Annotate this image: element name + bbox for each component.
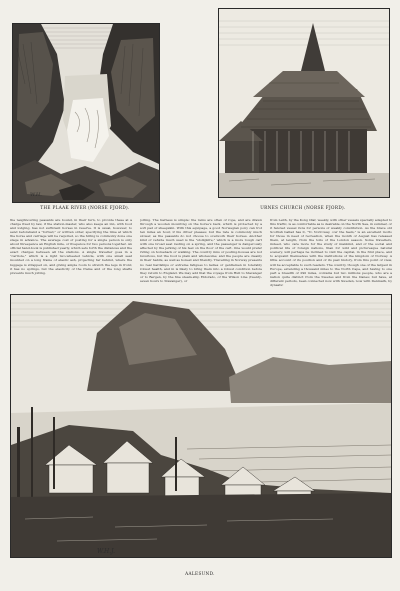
aalesund-illustration — [10, 294, 392, 558]
text-column-right: from Leith, by the Kong Olaf, weekly, with other vessels specially adapted to this traffic, is as comfortable as is desirable on the North Sea, in summer, or it fancied vessel runs for persons of weakly constitution. As the brave old Scottish ballad has it, "To Norroway, o'er the faem," is an excellent motto for those in need of recreation, when the month of August has released them, at length, from the toils of the London season. Some travellers, indeed, who care more for the study of mankind, and of the social and political life of foreign nations, than for wild and picturesque natural scenery, will perhaps be inclined to visit the capital, in the first place, and to acquaint themselves with the institutions of the kingdom of Norway. A little account of its position and of its past history, from this point of view, will be acceptable to such readers. The country, though one of the largest in Europe, extending a thousand miles to the North Cape, and having to one part a breadth of 290 miles, contains but two millions people, who are a nation quite distinct from the Swedes and from the Danes; but have, at different periods, been connected now with Sweden, now with Denmark, by dynastic — [270, 218, 392, 287]
caption-urnes-church: URNES CHURCH (NORSE FJORD). — [260, 205, 346, 210]
text-column-middle: jolting. The harness is simple: the reins are often of rope, and are drawn through a wooden mounting on the horse's back, which is protected by a soft pad of sheepskin. With this equipage, a good Norwegian pony can trot ten miles an hour, if his driver pleases; but the rate is commonly much slower, as the peasants do not choose to overwork their horses. Another kind of vehicle much used is the "stolkjärre," which is a more rough cart with one broad seat resting on a spring, and the passenger is dangerously affected by the jerking of his feet on the floor of the cart. One would prefer riding on horseback or walking. The country inns or posting-houses are not luxurious, but the food is plain and wholesome; and the people are cleanly in their habits, as well as honest and friendly. Travelling in Norway presents no real hardships or extreme fatigues to ladies or gentlemen in tolerably robust health, and in is likely to bring them into a robust condition before they return to England. We may add that the voyage from Hull to Stavanger or to Bergen, by the fine steam-ship Eldorado, of the Wilson Line (twenty-seven hours to Stavanger), or — [140, 218, 262, 283]
artist-signature: W.H.J. — [97, 548, 116, 555]
text-column-left: the neighbouring peasants are bound, in their turn, to provide these at a charge fixed by law, if the station-master, who also keeps an inn, with food and lodging, has not sufficient horses in reserve. It is usual, however, to send beforehand a "forbud," or written order, specifying the time at which the horse and carriage will be required, so the hiring is commonly done one stage in advance. The average cost of posting for a single person is only about threepence an English mile, or fivepence for two persons together. An official hand-book is published yearly, which sets forth the distances and the exact charges between all the stations. A single traveller goes in a "carriole," which is a light two-wheeled vehicle, with one small seat mounted on a long frame of elastic ash, projecting far behind, where the luggage is strapped on, and giving ample room to stretch the legs in front; it has no springs, but the elasticity of the frame and of the long shafts prevents much jolting. — [10, 218, 132, 275]
caption-plaak-river: THE PLAAK RIVER (NORSE FJORD). — [40, 205, 130, 210]
caption-aalesund: AALESUND. — [185, 571, 215, 576]
plaak-river-illustration — [12, 23, 160, 203]
artist-signature: W.H. — [30, 192, 42, 198]
urnes-church-illustration — [218, 8, 390, 198]
